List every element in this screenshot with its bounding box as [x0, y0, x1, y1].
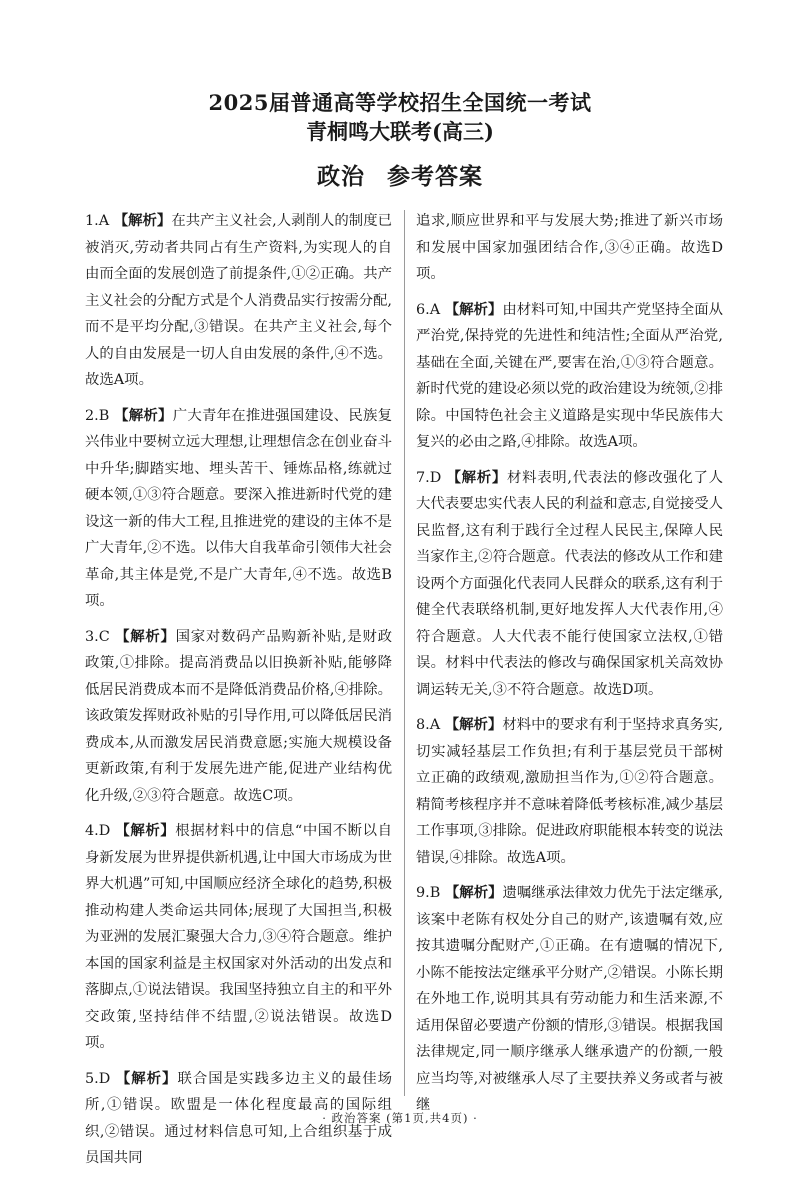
subject-title	[0, 162, 800, 192]
analysis-tag: 【解析】	[115, 1069, 178, 1087]
answer-text: 在共产主义社会,人剥削人的制度已被消灭,劳动者共同占有生产资料,为实现人的自由而全面的发展创造了前提条件,①②正确。共产主义社会的分配方式是个人消费品实行按需分配,而不是平均分配,③错误。在共产主义社会,每个人的自由发展是一切人自由发展的条件,④不选。故选A项。	[85, 213, 392, 388]
answer-number: 6.A	[416, 301, 441, 318]
page-footer: · 政治答案 (第1页,共4页) ·	[322, 1111, 478, 1125]
document-header	[0, 90, 800, 192]
answer-item	[85, 818, 392, 1057]
answer-item	[85, 624, 392, 810]
answer-item	[416, 297, 723, 456]
answer-text: 广大青年在推进强国建设、民族复兴伟业中要树立远大理想,让理想信念在创业奋斗中升华;脚踏实地、埋头苦干、锤炼品格,练就过硬本领,①③符合题意。要深入推进新时代党的建设这一新的伟大工程,且推进党的建设的主体不是广大青年,②不选。以伟大自我革命引领伟大社会革命,其主体是党,不是广大青年,④不选。故选B项。	[85, 407, 392, 609]
analysis-tag: 【解析】	[444, 716, 503, 733]
right-column	[416, 208, 723, 1128]
answer-text: 材料中的要求有利于坚持求真务实,切实减轻基层工作负担;有利于基层党员干部树立正确的政绩观,激励担当作为,①②符合题意。精简考核程序并不意味着降低考核标准,减少基层工作事项,③排除。促进政府职能根本转变的说法错误,④排除。故选A项。	[416, 717, 723, 866]
column-divider	[404, 210, 405, 1096]
answer-number: 2.B	[85, 407, 110, 424]
answer-number: 1.A	[85, 213, 110, 229]
analysis-tag: 【解析】	[446, 468, 507, 486]
analysis-tag: 【解析】	[444, 884, 503, 901]
answer-number: 4.D	[85, 823, 111, 839]
analysis-tag: 【解析】	[115, 627, 176, 645]
subject-name: 政治	[317, 163, 365, 190]
answer-number: 7.D	[416, 469, 442, 486]
answer-number: 9.B	[416, 885, 441, 901]
answer-text: 材料表明,代表法的修改强化了人大代表要忠实代表人民的利益和意志,自觉接受人民监督,这有利于践行全过程人民民主,保障人民当家作主,②符合题意。代表法的修改从工作和建设两个方面强化代表同人民群众的联系,这有利于健全代表联络机制,更好地发挥人大代表作用,④符合题意。人大代表不能行使国家立法权,①错误。材料中代表法的修改与确保国家机关高效协调运转无关,③不符合题意。故选D项。	[416, 469, 724, 698]
answer-item	[416, 465, 723, 704]
answer-continuation: 追求,顺应世界和平与发展大势;推进了新兴市场和发展中国家加强团结合作,③④正确。故选D项。	[416, 213, 723, 282]
exam-title: 2025届普通高等学校招生全国统一考试	[208, 90, 592, 115]
answer-number: 5.D	[85, 1070, 111, 1087]
answer-text: 由材料可知,中国共产党坚持全面从严治党,保持党的先进性和纯洁性;全面从严治党,基础在全面,关键在严,要害在治,①③符合题意。新时代党的建设必须以党的政治建设为统领,②排除。中国特色社会主义道路是实现中华民族伟大复兴的必由之路,④排除。故选A项。	[416, 301, 723, 450]
analysis-tag: 【解析】	[113, 212, 172, 229]
answer-number: 8.A	[416, 717, 441, 733]
answer-item	[416, 880, 723, 1119]
answer-item	[416, 712, 723, 871]
doc-type: 参考答案	[387, 163, 483, 190]
analysis-tag: 【解析】	[444, 300, 503, 318]
answer-number: 3.C	[85, 628, 110, 645]
exam-subtitle: 青桐鸣大联考(高三)	[306, 119, 494, 144]
answer-text: 遗嘱继承法律效力优先于法定继承,该案中老陈有权处分自己的财产,该遗嘱有效,应按其遗嘱分配财产,①正确。在有遗嘱的情况下,小陈不能按法定继承平分财产,②错误。小陈长期在外地工作,说明其具有劳动能力和生活来源,不适用保留必要遗产份额的情形,③错误。根据我国法律规定,同一顺序继承人继承遗产的份额,一般应当均等,对被继承人尽了主要扶养义务或者与被继	[416, 885, 724, 1113]
analysis-tag: 【解析】	[115, 822, 176, 839]
analysis-tag: 【解析】	[114, 406, 173, 424]
answer-text: 根据材料中的信息“中国不断以自身新发展为世界提供新机遇,让中国大市场成为世界大机遇”可知,中国顺应经济全球化的趋势,积极推动构建人类命运共同体;展现了大国担当,积极为亚洲的发展汇聚强大合力,③④符合题意。维护本国的国家利益是主权国家对外活动的出发点和落脚点,①说法错误。我国坚持独立自主的和平外交政策,坚持结伴不结盟,②说法错误。故选D项。	[85, 823, 392, 1051]
answer-item	[85, 403, 392, 615]
left-column	[85, 208, 392, 1181]
answer-item	[85, 208, 392, 394]
answer-text: 联合国是实践多边主义的最佳场所,①错误。欧盟是一体化程度最高的国际组织,②错误。通过材料信息可知,上合组织基于成员国共同	[85, 1070, 392, 1166]
answer-text: 国家对数码产品购新补贴,是财政政策,①排除。提高消费品以旧换新补贴,能够降低居民消费成本而不是降低消费品价格,④排除。该政策发挥财政补贴的引导作用,可以降低居民消费成本,从而激发居民消费意愿;实施大规模设备更新政策,有利于发展先进产能,促进产业结构优化升级,②③符合题意。故选C项。	[85, 628, 393, 804]
